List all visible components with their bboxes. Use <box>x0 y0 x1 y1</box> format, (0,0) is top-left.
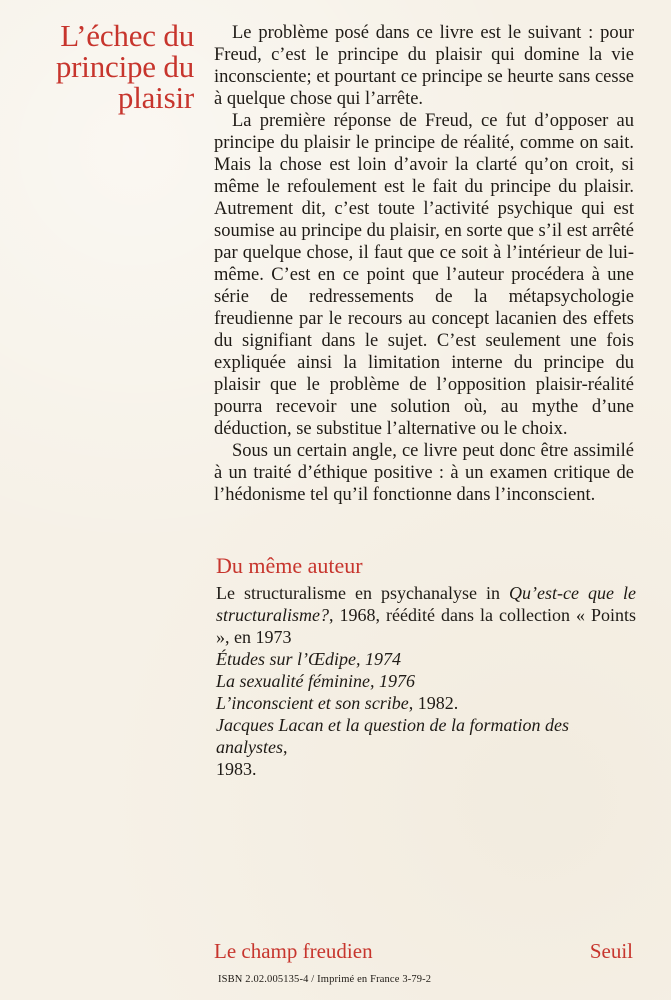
bibliography-entry <box>216 582 636 648</box>
book-title-line-3: plaisir <box>117 80 194 115</box>
same-author-heading: Du même auteur <box>216 553 363 578</box>
bibliography-entry-4-rest: , 1982. <box>408 693 459 713</box>
bibliography-entry-1-text: Le structuralisme en psychanalyse in <box>216 583 510 603</box>
description-paragraph-2: La première réponse de Freud, ce fut d’opposer au principe du plaisir le principe de réalité, comme on sait. Mais la chose est loin d’avoir la clarté qu’on croit, si même le refoulement est le fait du principe du plaisir. Autrement dit, c’est toute l’activité psychique qui est soumise au principe du plaisir, en sorte que s’il est arrêté par quelque chose, il faut que ce soit à l’intérieur de lui-même. C’est en ce point que l’auteur procédera à une série de redressements de la métapsychologie freudienne par le recours au concept lacanien des effets du signifiant dans le sujet. C’est seulement une fois expliquée ainsi la limitation interne du principe du plaisir que le problème de l’opposition plaisir-réalité pourra recevoir une solution où, au mythe d’une déduction, se substitue l’alternative ou le choix. <box>214 111 635 439</box>
book-description <box>214 22 634 506</box>
series-name: Le champ freudien <box>214 939 373 963</box>
bibliography-entry-1-title: Qu’est-ce que le structuralisme? <box>216 583 636 625</box>
description-paragraph-3: Sous un certain angle, ce livre peut donc être assimilé à un traité d’éthique positive : à un examen critique de l’hédonisme tel qu’il fonctionne dans l’inconscient. <box>214 441 634 505</box>
publisher-name: Seuil <box>589 939 633 963</box>
bibliography-entry <box>216 714 636 780</box>
book-title-line-2: principe du <box>55 49 194 84</box>
description-paragraph-1: Le problème posé dans ce livre est le suivant : pour Freud, c’est le principe du plaisir qui domine la vie inconsciente; et pourtant ce principe se heurte sans cesse à quelque chose qui l’arrête. <box>214 23 634 109</box>
bibliography-entry-4-title: L’inconscient et son scribe <box>216 693 409 713</box>
bibliography-entry-5-title: Jacques Lacan et la question de la formation des analystes <box>216 715 569 757</box>
bibliography-entry: La sexualité féminine, 1976 <box>216 671 415 691</box>
bibliography-entry-5-rest: , <box>283 737 288 757</box>
bibliography-entry-1-rest: , 1968, réédité dans la collection « Points », en 1973 <box>216 605 636 647</box>
bibliography-entry-5-year: 1983. <box>216 759 257 779</box>
isbn-line: ISBN 2.02.005135-4 / Imprimé en France 3-79-2 <box>218 974 432 985</box>
bibliography-entry <box>216 692 636 714</box>
bibliography-list <box>216 582 636 780</box>
book-title-line-1: L’échec du <box>60 18 194 53</box>
bibliography-entry: Études sur l’Œdipe, 1974 <box>216 649 401 669</box>
book-title <box>34 20 194 113</box>
